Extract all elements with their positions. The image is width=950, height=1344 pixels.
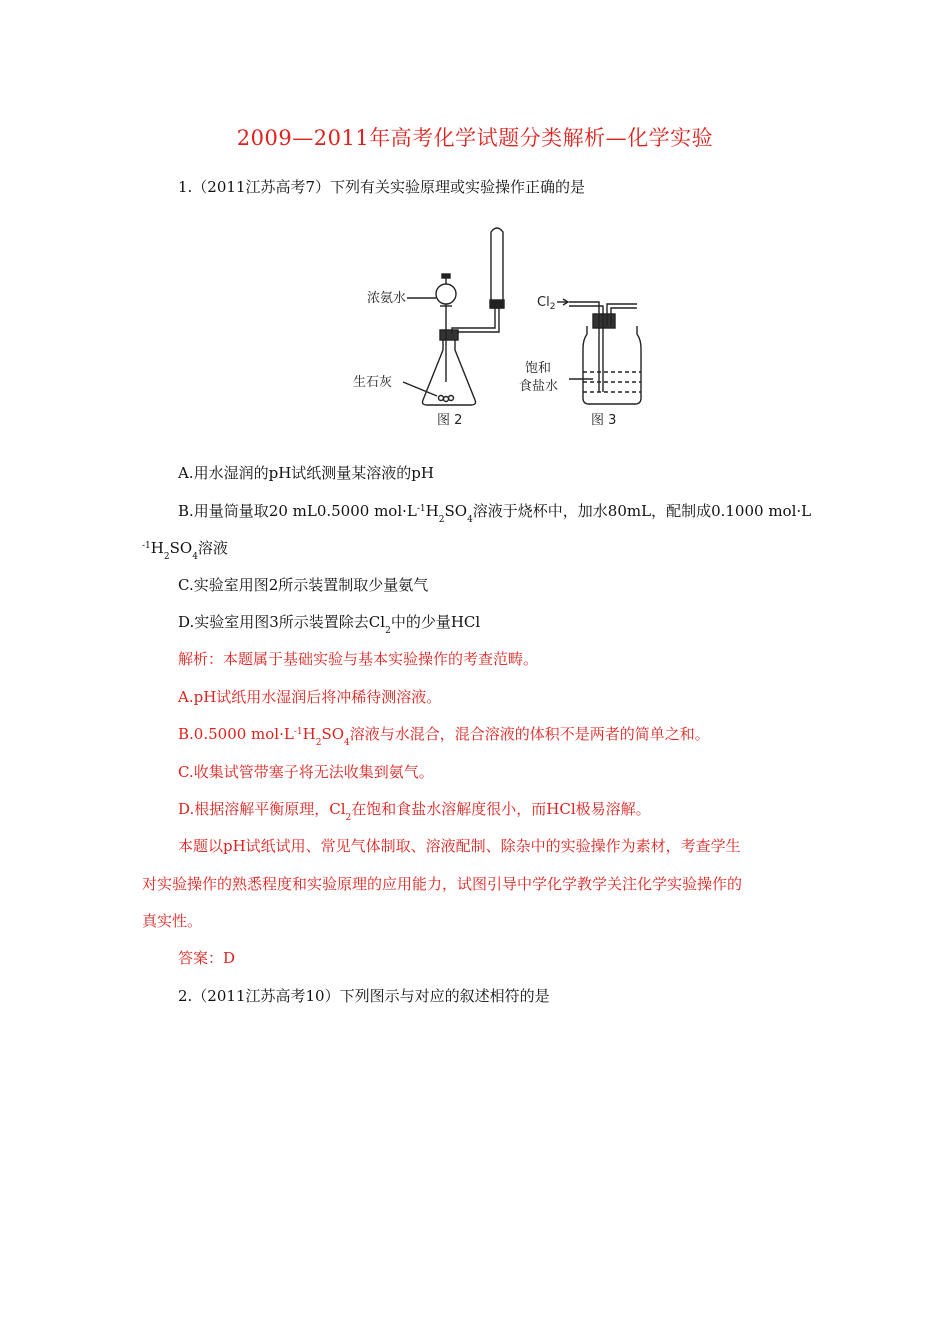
label-ammonia-water: 浓氨水 bbox=[367, 291, 407, 306]
question-2-stem: 2.（2011江苏高考10）下列图示与对应的叙述相符的是 bbox=[178, 987, 550, 1005]
document-title: 2009—2011年高考化学试题分类解析—化学实验 bbox=[236, 126, 714, 150]
option-b-line1: B.用量筒量取20 mL0.5000 $mol\cdot L^{-1}H_2SO_4$溶液于烧杯中，加水80mL，配制成0.1000 mol·L bbox=[178, 502, 812, 525]
label-saturated: 饱和 bbox=[525, 361, 552, 376]
option-b-line2: $^{-1}H_2SO_4$溶液 bbox=[142, 539, 228, 562]
option-a: A.用水湿润的pH试纸测量某溶液的pH bbox=[178, 464, 434, 482]
analysis-c: C.收集试管带塞子将无法收集到氨气。 bbox=[178, 763, 434, 781]
analysis-summary-line1: 本题以pH试纸试用、常见气体制取、溶液配制、除杂中的实验操作为素材，考查学生 bbox=[178, 837, 741, 855]
label-figure-3: 图 3 bbox=[591, 413, 617, 428]
gas-washing-bottle bbox=[557, 299, 641, 404]
apparatus-diagram bbox=[345, 222, 645, 437]
experiment-figure bbox=[345, 222, 645, 437]
label-brine: 食盐水 bbox=[519, 379, 559, 394]
option-c: C.实验室用图2所示装置制取少量氨气 bbox=[178, 576, 429, 594]
label-chlorine: $Cl_2$ bbox=[537, 295, 556, 312]
analysis-a: A.pH试纸用水湿润后将冲稀待测溶液。 bbox=[178, 688, 442, 706]
analysis-b: B.0.5000 $mol\cdot L^{-1}H_2SO_4$溶液与水混合，混合溶液的体积不是两者的简单之和。 bbox=[178, 725, 710, 748]
option-d: D.实验室用图3所示装置除去$Cl_2$中的少量HCl bbox=[178, 613, 481, 636]
answer: 答案：D bbox=[178, 949, 236, 967]
ammonia-apparatus bbox=[403, 228, 504, 405]
label-quicklime: 生石灰 bbox=[353, 375, 393, 390]
label-figure-2: 图 2 bbox=[437, 413, 463, 428]
analysis-summary-line2: 对实验操作的熟悉程度和实验原理的应用能力，试图引导中学化学教学关注化学实验操作的 bbox=[142, 875, 743, 893]
analysis-intro: 解析：本题属于基础实验与基本实验操作的考查范畴。 bbox=[178, 650, 539, 668]
analysis-summary-line3: 真实性。 bbox=[142, 912, 203, 930]
analysis-d: D.根据溶解平衡原理，$Cl_2$在饱和食盐水溶解度很小，而HCl极易溶解。 bbox=[178, 800, 651, 823]
question-1-stem: 1.（2011江苏高考7）下列有关实验原理或实验操作正确的是 bbox=[178, 178, 586, 196]
